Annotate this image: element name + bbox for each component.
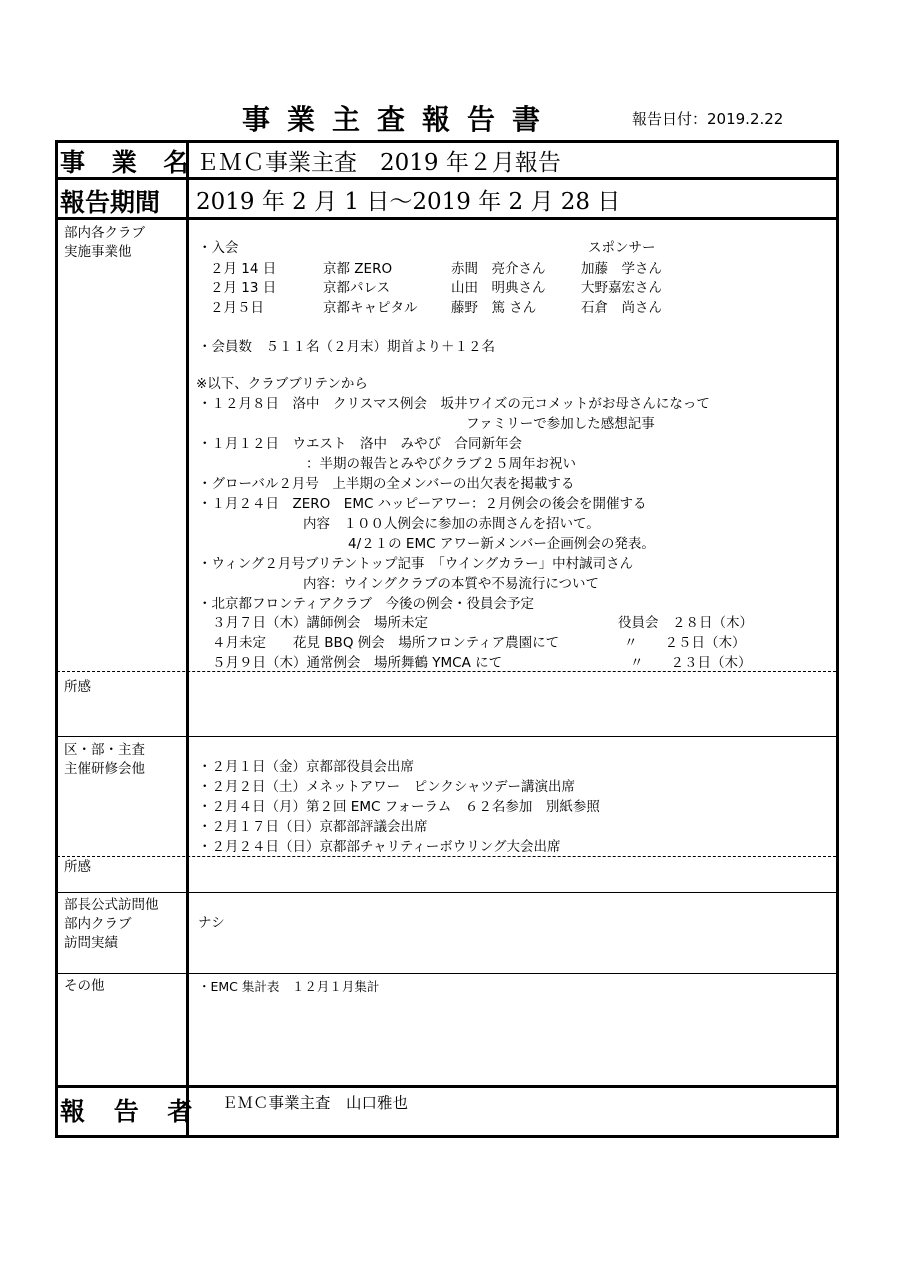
report-period-value: 2019 年 2 月 1 日〜2019 年 2 月 28 日	[196, 189, 621, 215]
text-line: 藤野 篤 さん	[451, 300, 537, 316]
column-divider	[186, 140, 189, 1135]
text-line: ３月７日（木）講師例会 場所未定	[212, 615, 428, 631]
report-period-label: 報告期間	[60, 188, 161, 217]
text-line: ・２月４日（月）第２回 EMC フォーラム ６２名参加 別紙参照	[198, 799, 600, 815]
section-training-label: 区・部・主査	[64, 742, 145, 758]
row-divider	[55, 217, 839, 220]
section-training-label: 主催研修会他	[64, 761, 145, 777]
section-visits-label: 部長公式訪問他	[64, 897, 159, 913]
text-line: ２月 14 日	[210, 261, 277, 277]
text-line: ナシ	[198, 915, 225, 931]
text-line: ファミリーで参加した感想記事	[466, 416, 655, 432]
text-line: ・２月１７日（日）京都部評議会出席	[198, 819, 428, 835]
text-line: 石倉 尚さん	[581, 300, 662, 316]
text-line: ２月５日	[210, 300, 264, 316]
report-date: 報告日付：2019.2.22	[632, 110, 784, 128]
text-line: ・１月２４日 ZERO EMC ハッピーアワー：２月例会の後会を開催する	[198, 496, 647, 512]
text-line: 京都キャピタル	[323, 300, 418, 316]
text-line: 大野嘉宏さん	[581, 280, 662, 296]
text-line: ４月未定 花見 BBQ 例会 場所フロンティア農園にて	[212, 635, 560, 651]
text-line: 内容 １００人例会に参加の赤間さんを招いて。	[303, 516, 600, 532]
text-line: 役員会 ２８日（木）	[618, 615, 753, 631]
text-line: 山田 明典さん	[451, 280, 546, 296]
section-club-activities-label: 実施事業他	[64, 244, 132, 260]
row-divider	[55, 736, 839, 737]
text-line: ※以下、クラブブリテンから	[196, 376, 368, 392]
row-divider	[55, 1085, 839, 1088]
text-line: ・グローバル２月号 上半期の全メンバーの出欠表を掲載する	[198, 476, 575, 492]
text-line: 4/２１の EMC アワー新メンバー企画例会の発表。	[348, 536, 655, 552]
impression-label: 所感	[64, 859, 91, 875]
project-name-label: 事 業 名	[60, 148, 198, 177]
reporter-value: ＥＭＣ事業主査 山口雅也	[222, 1094, 409, 1112]
text-line: ・EMC 集計表 １２月１月集計	[198, 979, 380, 994]
text-line: 京都 ZERO	[323, 261, 393, 277]
text-line: ・２月１日（金）京都部役員会出席	[198, 759, 414, 775]
text-line: スポンサー	[588, 240, 656, 256]
text-line: 〃 ２３日（木）	[630, 655, 752, 671]
document-title: 事業主査報告書	[242, 103, 558, 136]
text-line: ・２月２日（土）メネットアワー ピンクシャツデー講演出席	[198, 779, 576, 795]
text-line: 加藤 学さん	[581, 261, 662, 277]
section-visits-label: 訪問実績	[64, 935, 118, 951]
row-divider	[55, 973, 839, 974]
impression-label: 所感	[64, 679, 91, 695]
text-line: ・１月１２日 ウエスト 洛中 みやび 合同新年会	[198, 436, 522, 452]
text-line: 京都パレス	[323, 280, 391, 296]
section-other-label: その他	[64, 978, 105, 994]
text-line: 内容：ウイングクラブの本質や不易流行について	[303, 576, 600, 592]
text-line: ：半期の報告とみやびクラブ２５周年お祝い	[306, 456, 576, 472]
text-line: ５月９日（木）通常例会 場所舞鶴 YMCA にて	[212, 655, 503, 671]
section-club-activities-label: 部内各クラブ	[64, 225, 145, 241]
text-line: 〃 ２５日（木）	[624, 635, 746, 651]
text-line: ２月 13 日	[210, 280, 277, 296]
text-line: 赤間 亮介さん	[451, 261, 546, 277]
text-line: ・ウィング２月号ブリテントップ記事 「ウイングカラー」中村誠司さん	[198, 556, 634, 572]
project-name-value: ＥＭＣ事業主査 2019 年２月報告	[196, 150, 561, 176]
text-line: ・北京都フロンティアクラブ 今後の例会・役員会予定	[198, 596, 535, 612]
section-visits-label: 部内クラブ	[64, 916, 132, 932]
text-line: ・入会	[198, 240, 239, 256]
text-line: ・１２月８日 洛中 クリスマス例会 坂井ワイズの元コメットがお母さんになって	[198, 396, 710, 412]
text-line: ・２月２４日（日）京都部チャリティーボウリング大会出席	[198, 839, 561, 855]
row-divider	[55, 892, 839, 893]
reporter-label: 報 告 者	[60, 1097, 203, 1126]
text-line: ・会員数 ５１１名（２月末）期首より＋１２名	[198, 339, 495, 355]
